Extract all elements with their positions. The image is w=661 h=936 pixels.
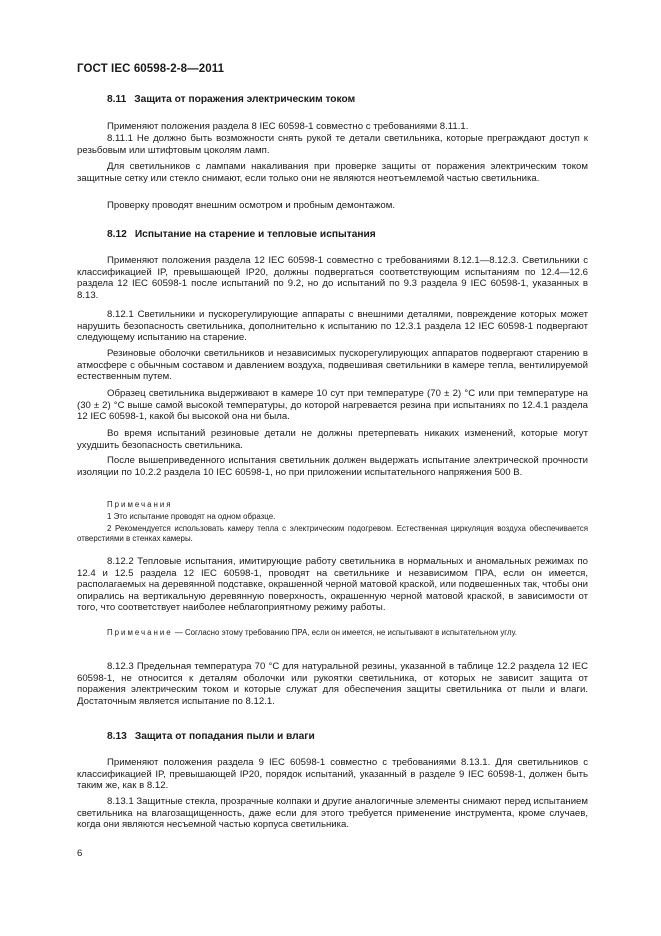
section-number: 8.12 [107,229,127,240]
paragraph: Применяют положения раздела 12 IEC 60598-1 совместно с требованиями 8.12.1—8.12.3. Светильники с классификацией IP, превышающей IP20, должны подвергаться соответствующим испытаниям по 12.4—12.6 раздела 12 IEC 60598-1 после испытаний по 9.2, но до испытаний по 9.3 раздела 9 IEC 60598-1, указанных в 8.13. [77,255,588,301]
paragraph: Применяют положения раздела 8 IEC 60598-1 совместно с требованиями 8.11.1. [107,121,469,132]
document-header: ГОСТ IEC 60598-2-8—2011 [77,63,225,75]
paragraph: Применяют положения раздела 9 IEC 60598-1 совместно с требованиями 8.13.1. Для светильников с классификацией IP, превышающей IP20, порядок испытаний, указанный в разделе 9 IEC 60598-1, должен быть таким же, как в 8.12. [77,757,588,792]
paragraph: Проверку проводят внешним осмотром и пробным демонтажом. [107,200,395,211]
paragraph: Резиновые оболочки светильников и независимых пускорегулирующих аппаратов подвергают старению в атмосфере с обычным составом и давлением воздуха, подвешивая светильники в камере тепла, вентилируемой естественным путем. [77,348,588,383]
paragraph: 8.11.1 Не должно быть возможности снять рукой те детали светильника, которые преграждают доступ к резьбовым или штифтовым цоколям ламп. [77,133,588,156]
notes-title: Примечания [107,500,173,509]
paragraph: Во время испытаний резиновые детали не должны претерпевать никаких изменений, которые могут ухудшить безопасность светильника. [77,428,588,451]
paragraph: Для светильников с лампами накаливания при проверке защиты от поражения электрическим током защитные сетку или стекло снимают, если только они не являются неотъемлемой частью светильника. [77,161,588,184]
note-label: Примечание [107,628,173,637]
note-text: — Согласно этому требованию ПРА, если он имеется, не испытывают в испытательном углу. [172,628,517,637]
paragraph: 8.13.1 Защитные стекла, прозрачные колпаки и другие аналогичные элементы снимают перед испытанием светильника на влагозащищенность, даже если для этого требуется применение инструмента, кроме случаев, когда они являются несъемной частью корпуса светильника. [77,796,588,831]
page-number: 6 [77,848,83,859]
section-heading-8-12 [107,229,376,240]
section-title: Защита от поражения электрическим током [134,94,356,105]
section-heading-8-13 [107,731,315,742]
section-number: 8.11 [107,94,127,105]
note-single [77,628,588,638]
paragraph: После вышеприведенного испытания светильник должен выдержать испытание электрической прочности изоляции по 10.2.2 раздела 10 IEC 60598-1, но при приложении испытательного напряжения 500 В. [77,455,588,478]
note-item: 1 Это испытание проводят на одном образце. [107,512,276,521]
paragraph: Образец светильника выдерживают в камере 10 сут при температуре (70 ± 2) °С или при температуре на (30 ± 2) °С выше самой высокой температуры, до которой нагревается резина при испытаниях по 12.4.1 раздела 12 IEC 60598-1, какой бы высокой она ни была. [77,388,588,423]
section-title: Защита от попадания пыли и влаги [134,731,315,742]
section-number: 8.13 [107,731,127,742]
paragraph: 8.12.2 Тепловые испытания, имитирующие работу светильника в нормальных и аномальных режимах по 12.4 и 12.5 раздела 12 IEC 60598-1, проводят на светильнике и независимом ПРА, если он имеется, располагаемых на деревянной подставке, окрашенной черной матовой краской, или подвешенных так, чтобы они опирались на вертикальную деревянную поверхность, окрашенную черной матовой краской, в зависимости от того, что соответствует наиболее неблагоприятному режиму работы. [77,556,588,614]
section-title: Испытание на старение и тепловые испытания [134,229,376,240]
section-heading-8-11 [107,94,355,105]
note-item: 2 Рекомендуется использовать камеру тепла с электрическим подогревом. Естественная циркуляция воздуха обеспечивается отверстиями в стенках камеры. [77,524,588,544]
paragraph: 8.12.3 Предельная температура 70 °С для натуральной резины, указанной в таблице 12.2 раздела 12 IEC 60598-1, не относится к деталям оболочки или рукоятки светильника, от которых не зависит защита от поражения электрическим током и которые служат для обеспечения защиты светильника от пыли и влаги. Достаточным является испытание по 8.12.1. [77,661,588,707]
paragraph: 8.12.1 Светильники и пускорегулирующие аппараты с внешними деталями, повреждение которых может нарушить безопасность светильника, дополнительно к испытанию по 12.3.1 раздела 12 IEC 60598-1 подвергают следующему испытанию на старение. [77,309,588,344]
